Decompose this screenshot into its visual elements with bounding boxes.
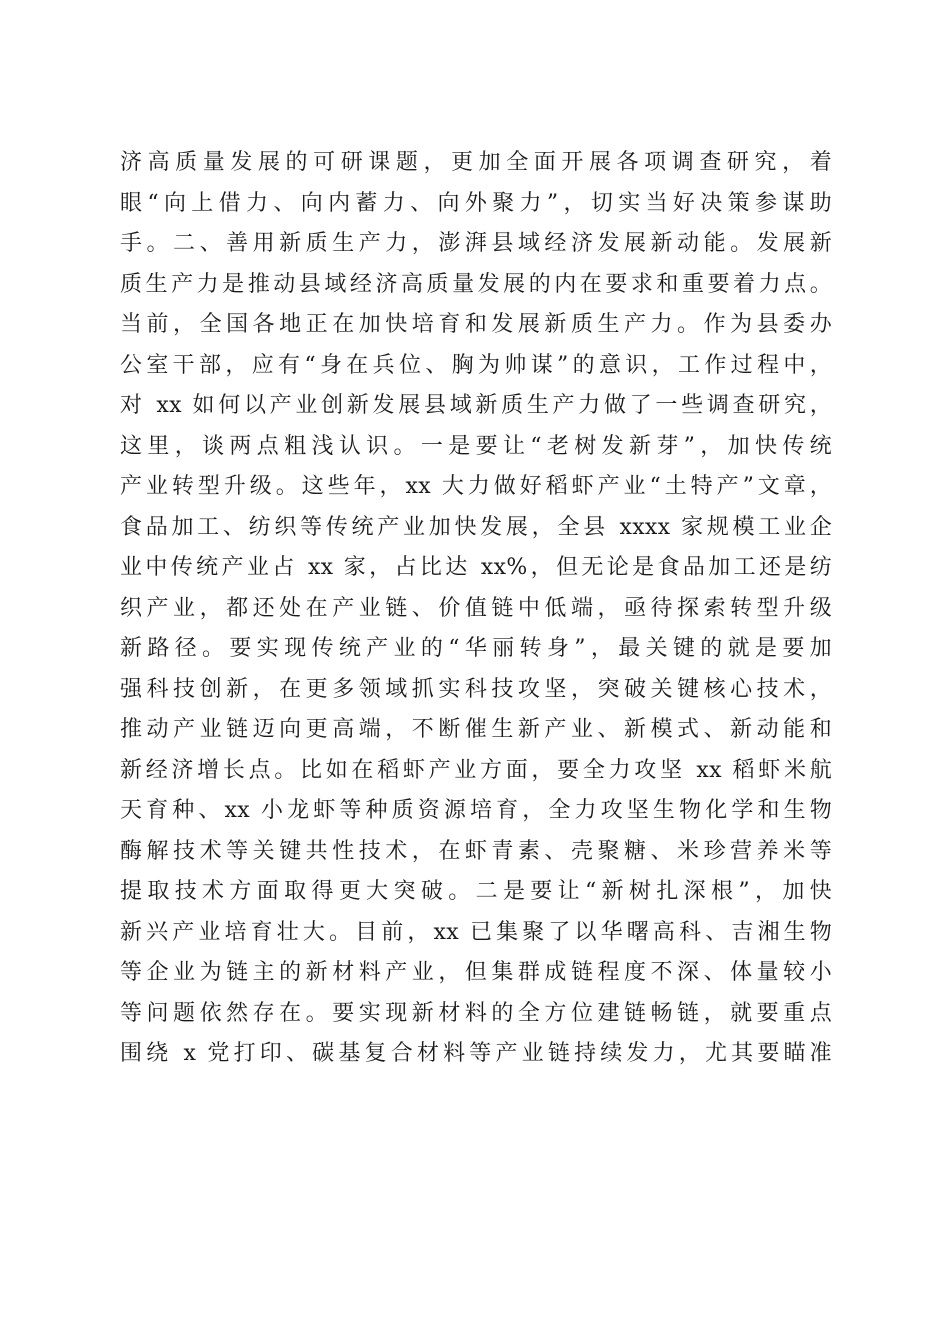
text-line: 公室干部，应有“身在兵位、胸为帅谋”的意识，工作过程中， (120, 352, 832, 378)
text-line: 质生产力是推动县域经济高质量发展的内在要求和重要着力点。 (120, 271, 832, 297)
text-line: 新路径。要实现传统产业的“华丽转身”，最关键的就是要加 (120, 636, 832, 661)
text-line: 业中传统产业占 xx 家，占比达 xx%，但无论是食品加工还是纺 (120, 555, 832, 580)
text-line: 等问题依然存在。要实现新材料的全方位建链畅链，就要重点 (120, 1000, 832, 1026)
text-line: 对 xx 如何以产业创新发展县域新质生产力做了一些调查研究， (120, 393, 832, 418)
text-line: 新兴产业培育壮大。目前，xx 已集聚了以华曙高科、吉湘生物 (120, 919, 832, 945)
text-line: 当前，全国各地正在加快培育和发展新质生产力。作为县委办 (120, 312, 832, 337)
text-line: 推动产业链迈向更高端，不断催生新产业、新模式、新动能和 (120, 717, 832, 742)
text-line: 酶解技术等关键共性技术，在虾青素、壳聚糖、米珍营养米等 (120, 838, 832, 864)
text-line: 手。二、善用新质生产力，澎湃县域经济发展新动能。发展新 (120, 231, 832, 256)
text-line: 织产业，都还处在产业链、价值链中低端，亟待探索转型升级 (120, 595, 832, 621)
text-line: 新经济增长点。比如在稻虾产业方面，要全力攻坚 xx 稻虾米航 (120, 757, 832, 783)
text-line: 围绕 x 党打印、碳基复合材料等产业链持续发力，尤其要瞄准 (120, 1041, 832, 1066)
text-line: 食品加工、纺织等传统产业加快发展，全县 xxxx 家规模工业企 (120, 514, 832, 540)
text-line: 强科技创新，在更多领域抓实科技攻坚，突破关键核心技术， (120, 676, 832, 702)
text-line: 提取技术方面取得更大突破。二是要让“新树扎深根”，加快 (120, 879, 832, 904)
body-text (120, 143, 832, 1075)
text-line: 济高质量发展的可研课题，更加全面开展各项调查研究，着 (120, 150, 832, 175)
text-line: 眼“向上借力、向内蓄力、向外聚力”，切实当好决策参谋助 (120, 190, 832, 216)
text-line: 天育种、xx 小龙虾等种质资源培育，全力攻坚生物化学和生物 (120, 798, 832, 823)
text-line: 等企业为链主的新材料产业，但集群成链程度不深、体量较小 (120, 960, 832, 985)
text-line: 这里，谈两点粗浅认识。一是要让“老树发新芽”，加快传统 (120, 433, 832, 459)
text-line: 产业转型升级。这些年，xx 大力做好稻虾产业“土特产”文章， (120, 474, 832, 499)
